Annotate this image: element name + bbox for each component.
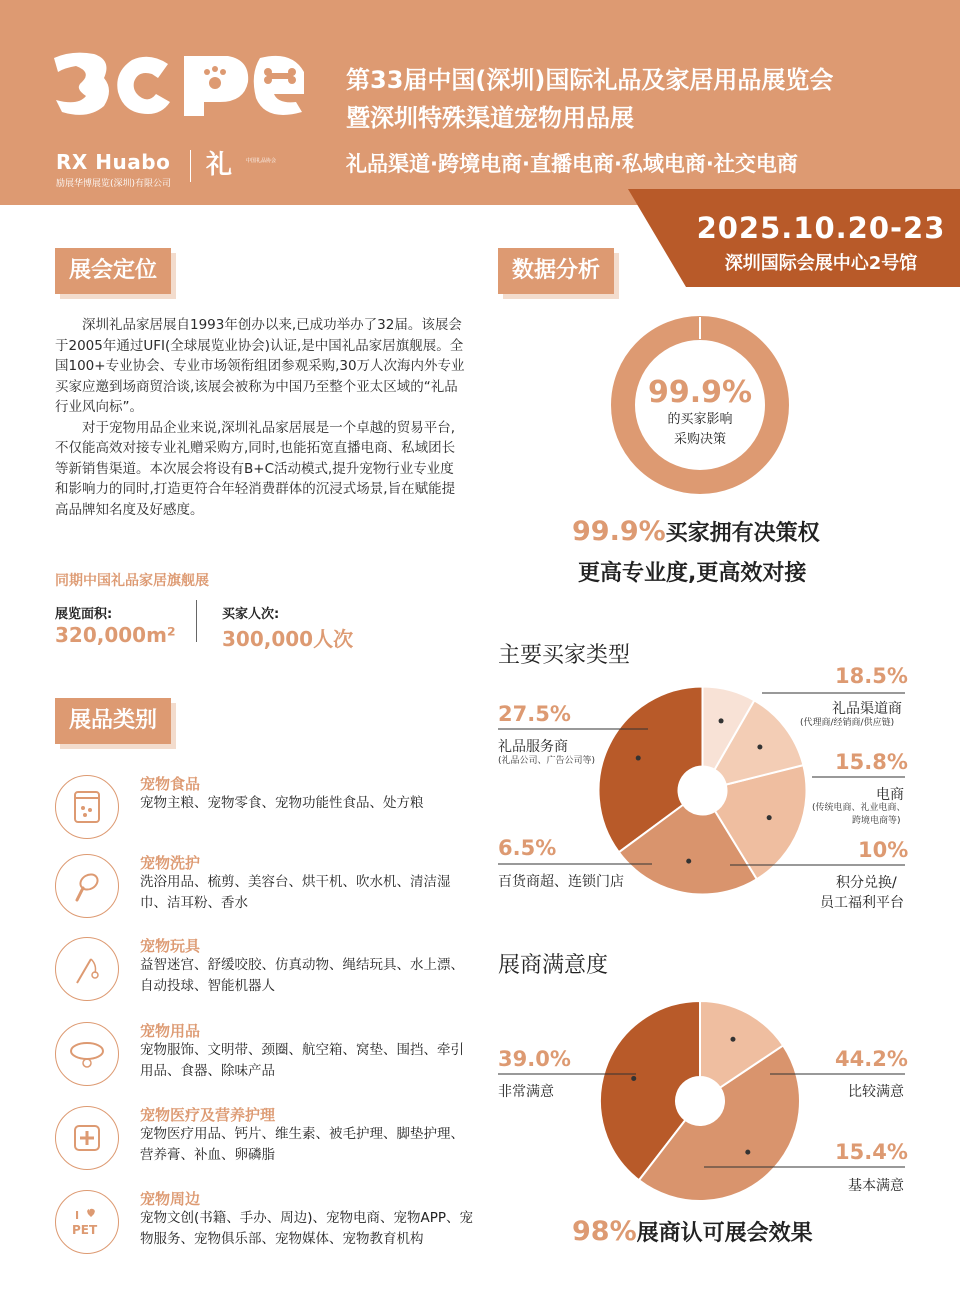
collar-icon	[55, 1022, 119, 1086]
category-title: 宠物医疗及营养护理	[140, 1106, 276, 1124]
area-value: 320,000m²	[55, 623, 176, 647]
satisfaction-pct-fairly: 44.2%	[835, 1047, 908, 1071]
satisfaction-label-basic: 基本满意	[848, 1178, 904, 1194]
category-desc: 洗浴用品、梳剪、美容台、烘干机、吹水机、清洁湿巾、洁耳粉、香水	[140, 874, 451, 911]
satisfaction-chart-title: 展商满意度	[498, 953, 609, 978]
category-title: 宠物洗护	[140, 854, 201, 872]
category-desc: 宠物医疗用品、钙片、维生素、被毛护理、脚垫护理、营养膏、补血、卵磷脂	[140, 1126, 464, 1163]
category-pet-food	[55, 773, 495, 843]
satisfaction-pct-basic: 15.4%	[835, 1140, 908, 1164]
satisfaction-label-fairly: 比较满意	[848, 1084, 904, 1100]
buyers-value: 300,000人次	[222, 627, 354, 651]
category-pet-peripherals	[55, 1188, 495, 1258]
decision-claim-text: 买家拥有决策权	[665, 521, 820, 546]
buyer-sub-ecommerce-2: 跨境电商等)	[852, 816, 901, 826]
buyer-pct-retail: 6.5%	[498, 836, 557, 860]
category-pet-grooming	[55, 852, 495, 922]
satisfaction-claim-text: 展商认可展会效果	[636, 1221, 813, 1246]
buyer-label-retail: 百货商超、连锁门店	[498, 874, 624, 890]
buyer-label-points-2: 员工福利平台	[820, 895, 904, 911]
3cpe-logo	[52, 50, 307, 120]
buyer-label-points-1: 积分兑换/	[836, 875, 897, 891]
section-title-analysis: 数据分析	[498, 248, 614, 294]
decision-claim-line2: 更高专业度,更高效对接	[578, 561, 807, 586]
buyers-pie-chart	[595, 683, 810, 898]
svg-text:PET: PET	[72, 1223, 98, 1237]
exhibition-title-line1: 第33届中国(深圳)国际礼品及家居用品展览会	[346, 66, 834, 94]
slice-marker	[636, 756, 641, 761]
i-love-pet-icon	[55, 1190, 119, 1254]
category-pet-toys	[55, 935, 495, 1005]
category-desc: 宠物文创(书籍、手办、周边)、宠物电商、宠物APP、宠物服务、宠物俱乐部、宠物媒体、宠物教育机构	[140, 1210, 474, 1247]
section-title-categories: 展品类别	[55, 698, 171, 744]
medical-bandage-icon	[55, 1106, 119, 1170]
buyer-pct-gift-channel: 18.5%	[835, 664, 908, 688]
category-desc: 益智迷宫、舒缓咬胶、仿真动物、绳结玩具、水上漂、自动投球、智能机器人	[140, 957, 464, 994]
buyer-label-gift-channel: 礼品渠道商	[832, 701, 902, 717]
satisfaction-pct-very: 39.0%	[498, 1047, 571, 1071]
exhibition-date: 2025.10.20-23	[696, 211, 946, 245]
category-title: 宠物用品	[140, 1022, 201, 1040]
buyer-pct-ecommerce: 15.8%	[835, 750, 908, 774]
category-desc: 宠物服饰、文明带、颈圈、航空箱、窝垫、围挡、牵引用品、食器、除味产品	[140, 1042, 464, 1079]
ring-percentage: 99.9%	[647, 375, 753, 410]
category-title: 宠物玩具	[140, 937, 201, 955]
organizer-name: RX Huabo	[56, 150, 171, 174]
satisfaction-pie-chart	[597, 998, 803, 1204]
exhibition-venue: 深圳国际会展中心2号馆	[724, 253, 918, 274]
slice-marker	[631, 1076, 636, 1081]
satisfaction-claim-pct: 98%	[572, 1216, 637, 1247]
buyers-chart-title: 主要买家类型	[498, 643, 631, 668]
category-pet-medical	[55, 1104, 495, 1174]
pet-food-icon	[55, 775, 119, 839]
organizer-logo	[56, 150, 171, 189]
association-logo	[206, 150, 277, 180]
association-text: 中国礼品协会	[246, 158, 277, 164]
slice-marker	[745, 1150, 750, 1155]
header-banner	[0, 0, 960, 205]
category-desc: 宠物主粮、宠物零食、宠物功能性食品、处方粮	[140, 795, 424, 811]
satisfaction-label-very: 非常满意	[498, 1084, 554, 1100]
buyer-sub-ecommerce-1: (传统电商、礼业电商、	[812, 803, 906, 813]
positioning-paragraph-1: 深圳礼品家居展自1993年创办以来,已成功举办了32届。该展会于2005年通过UFI(全球展览业协会)认证,是中国礼品家居旗舰展。全国100+专业协会、专业市场领衔组团参观采购,30万人次海内外专业买家应邀到场商贸洽谈,该展会被称为中国乃至整个亚太区域的“礼品行业风向标”。	[55, 317, 465, 415]
buyer-sub-gift-service: (礼品公司、广告公司等)	[498, 756, 596, 766]
section-title-positioning: 展会定位	[55, 248, 171, 294]
toy-wand-icon	[55, 937, 119, 1001]
stats-heading: 同期中国礼品家居旗舰展	[55, 573, 209, 589]
buyer-label-gift-service: 礼品服务商	[498, 739, 568, 755]
ring-line1: 的买家影响	[667, 412, 733, 427]
logo-divider	[190, 150, 191, 182]
buyer-pct-gift-service: 27.5%	[498, 702, 571, 726]
positioning-paragraph-2: 对于宠物用品企业来说,深圳礼品家居展是一个卓越的贸易平台,不仅能高效对接专业礼赠采购方,同时,也能拓宽直播电商、私域团长等新销售渠道。本次展会将设有B+C活动模式,提升宠物行业专业度和影响力的同时,打造更符合年轻消费群体的沉浸式场景,旨在赋能提高品牌知名度及好感度。	[55, 419, 456, 518]
shower-icon	[55, 854, 119, 918]
slice-marker	[719, 718, 724, 723]
slice-marker	[757, 745, 762, 750]
slice-marker	[686, 859, 691, 864]
association-mark: 礼	[206, 150, 233, 180]
ring-center	[610, 375, 790, 450]
decision-claim-pct: 99.9%	[572, 516, 666, 547]
svg-text:I: I	[75, 1209, 80, 1222]
ring-line2: 采购决策	[673, 432, 726, 447]
area-label: 展览面积:	[55, 607, 113, 622]
decision-claim	[572, 516, 820, 547]
category-title: 宠物周边	[140, 1190, 201, 1208]
buyer-label-ecommerce: 电商	[876, 787, 904, 803]
buyers-label: 买家人次:	[222, 607, 280, 622]
category-pet-supplies	[55, 1020, 495, 1090]
slice-marker	[730, 1037, 735, 1042]
satisfaction-claim	[572, 1216, 813, 1247]
slice-marker	[767, 815, 772, 820]
stats-divider	[196, 600, 197, 642]
category-title: 宠物食品	[140, 775, 201, 793]
buyer-pct-points: 10%	[858, 838, 909, 862]
organizer-subtitle: 励展华博展览(深圳)有限公司	[56, 179, 172, 189]
date-banner	[628, 189, 960, 287]
buyer-sub-gift-channel: (代理商/经销商/供应链)	[800, 718, 895, 728]
exhibition-title-line2: 暨深圳特殊渠道宠物用品展	[346, 104, 634, 132]
channels-line: 礼品渠道·跨境电商·直播电商·私域电商·社交电商	[346, 152, 798, 176]
positioning-text	[55, 315, 465, 520]
